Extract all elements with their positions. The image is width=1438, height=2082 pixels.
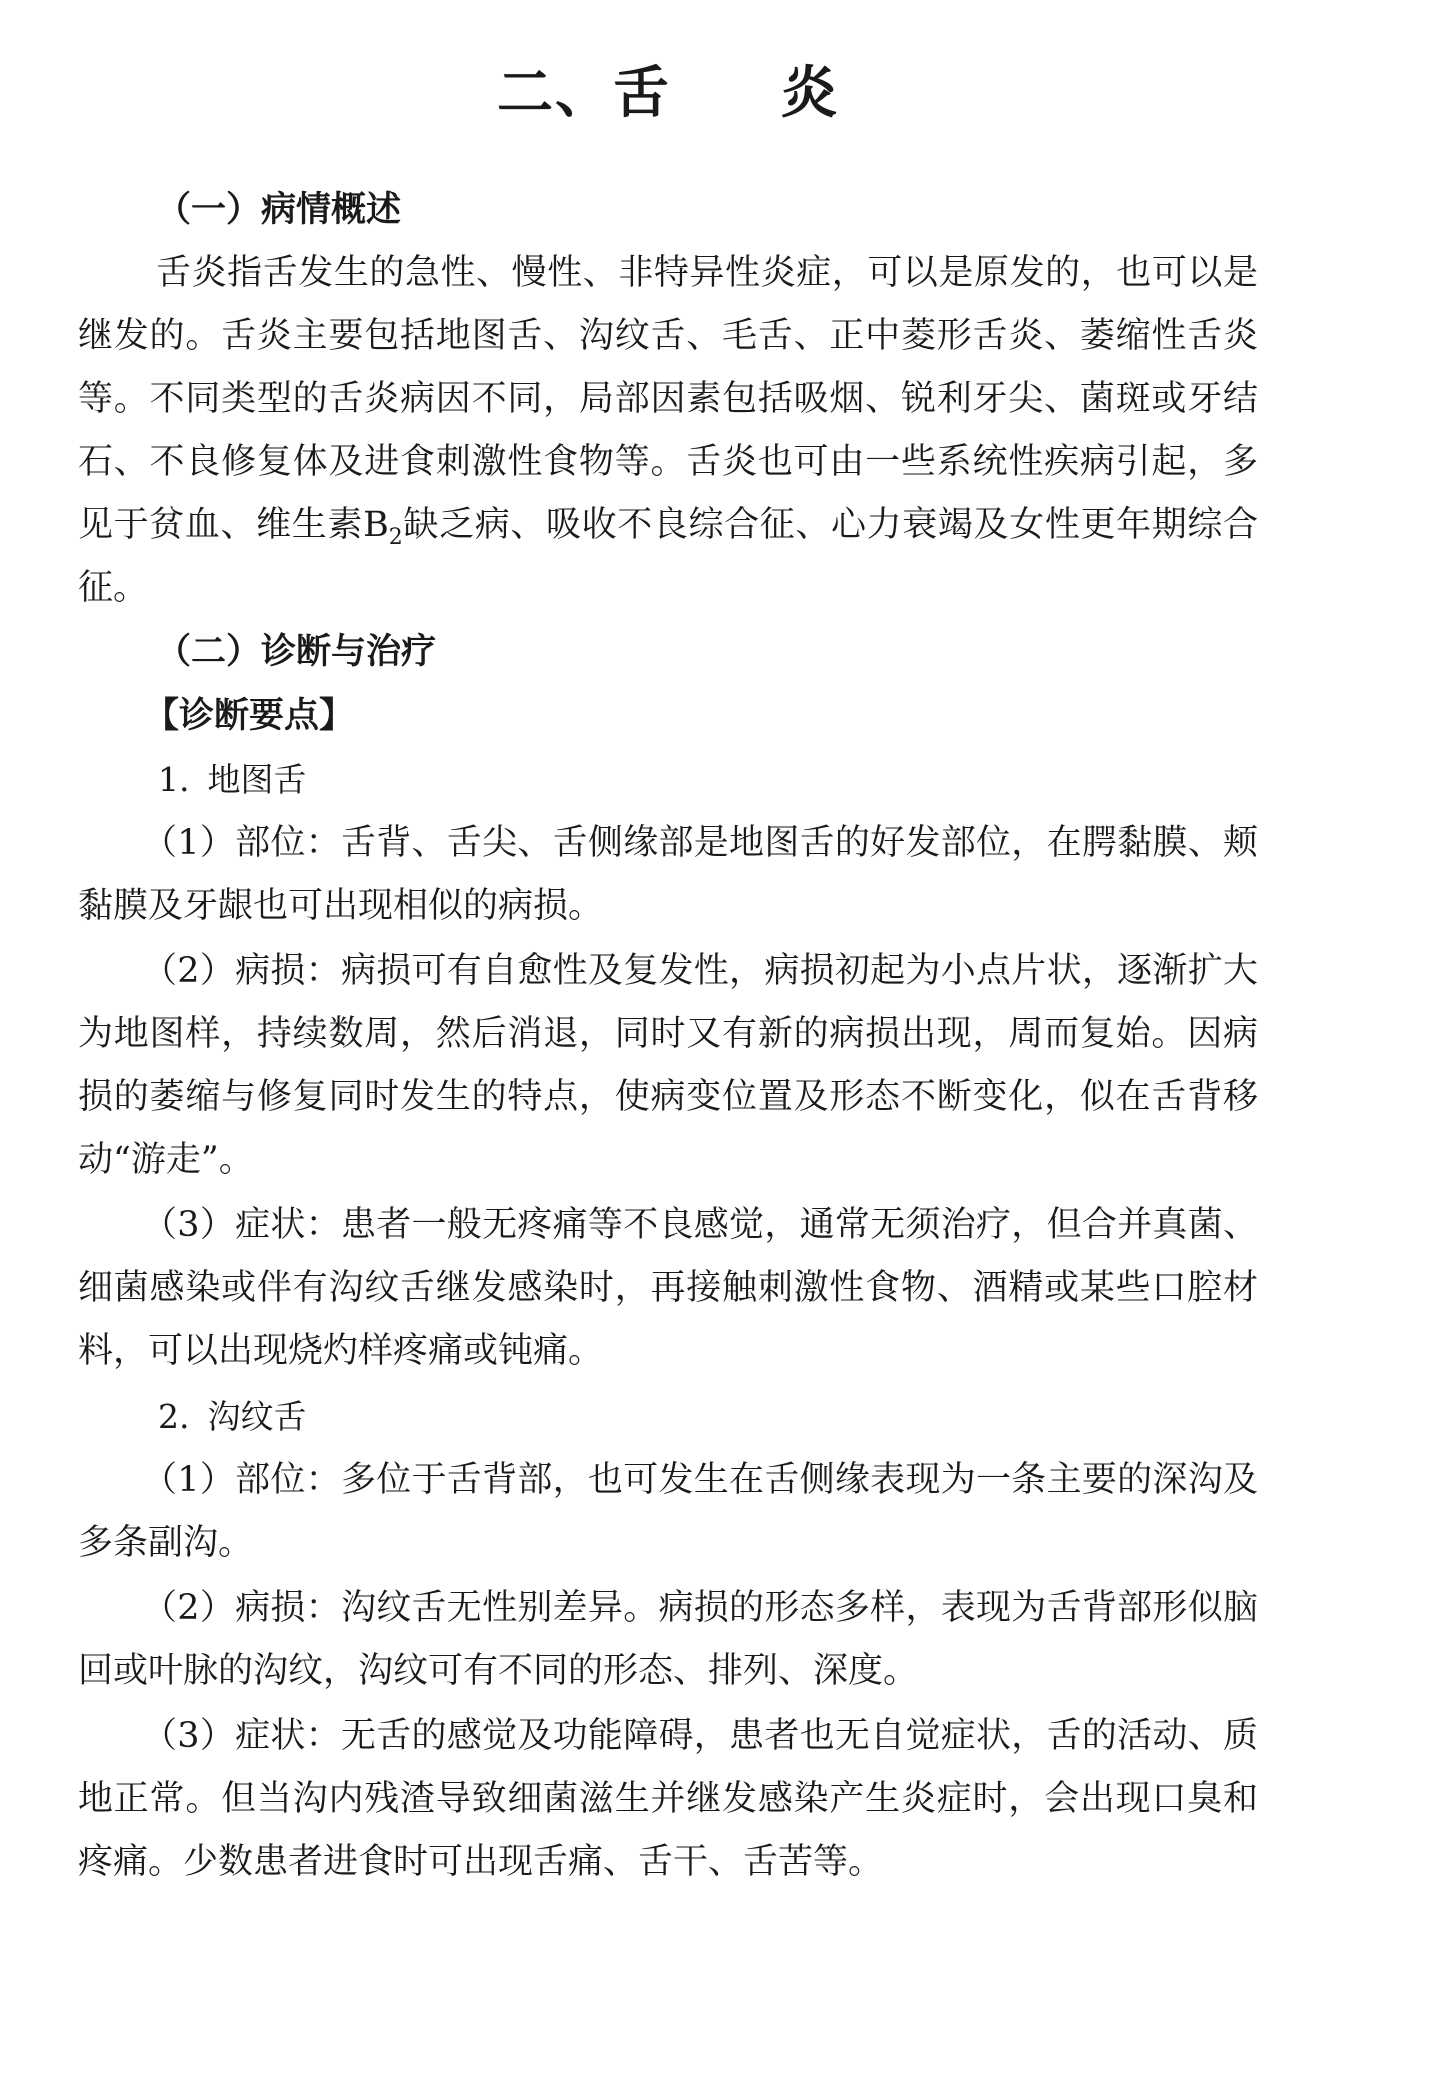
item-name: 沟纹舌 [207,1397,307,1436]
section-heading-overview: （一）病情概述 [156,190,402,230]
item-name: 地图舌 [207,760,307,799]
item-heading-fissured-tongue [78,1385,1258,1449]
item-number: 2. [158,1397,190,1436]
fissured-tongue-lesion: （2）病损：沟纹舌无性别差异。病损的形态多样，表现为舌背部形似脑回或叶脉的沟纹，沟纹可有不同的形态、排列、深度。 [78,1588,1258,1691]
overview-paragraph [78,242,1258,620]
subheading-diagnosis-points: 【诊断要点】 [144,696,355,736]
title-part-1: 二、舌 [497,61,671,126]
fissured-tongue-symptoms: （3）症状：无舌的感觉及功能障碍，患者也无自觉症状，舌的活动、质地正常。但当沟内残渣导致细菌滋生并继发感染产生炎症时，会出现口臭和疼痛。少数患者进食时可出现舌痛、舌干、舌苦等。 [78,1716,1258,1882]
fissured-tongue-location: （1）部位：多位于舌背部，也可发生在舌侧缘表现为一条主要的深沟及多条副沟。 [78,1460,1258,1563]
overview-text-tail: 缺乏病、吸收不良综合征、心力衰竭及女性更年期综合征。 [78,505,1258,608]
title-part-2: 炎 [781,61,839,126]
section-heading-diagnosis: （二）诊断与治疗 [156,632,437,672]
overview-text-main: 舌炎指舌发生的急性、慢性、非特异性炎症，可以是原发的，也可以是继发的。舌炎主要包括地图舌、沟纹舌、毛舌、正中菱形舌炎、萎缩性舌炎等。不同类型的舌炎病因不同，局部因素包括吸烟、锐利牙尖、菌斑或牙结石、不良修复体及进食刺激性食物等。舌炎也可由一些系统性疾病引起，多见于贫血、维生素B [78,253,1258,545]
geographic-tongue-location: （1）部位：舌背、舌尖、舌侧缘部是地图舌的好发部位，在腭黏膜、颊黏膜及牙龈也可出现相似的病损。 [78,823,1258,926]
item-number: 1. [158,760,190,799]
item-heading-geographic-tongue [78,748,1258,812]
geographic-tongue-symptoms: （3）症状：患者一般无疼痛等不良感觉，通常无须治疗，但合并真菌、细菌感染或伴有沟纹舌继发感染时，再接触刺激性食物、酒精或某些口腔材料，可以出现烧灼样疼痛或钝痛。 [78,1205,1258,1371]
document-page [78,58,1258,1896]
page-title [78,58,1258,130]
overview-subscript: 2 [388,525,403,550]
geographic-tongue-lesion: （2）病损：病损可有自愈性及复发性，病损初起为小点片状，逐渐扩大为地图样，持续数周，然后消退，同时又有新的病损出现，周而复始。因病损的萎缩与修复同时发生的特点，使病变位置及形态不断变化，似在舌背移动“游走”。 [78,951,1258,1180]
